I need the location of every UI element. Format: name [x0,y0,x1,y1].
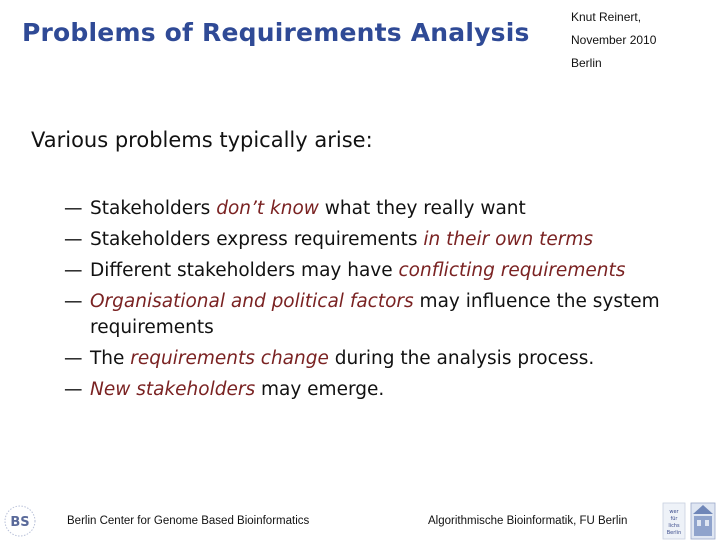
bullet-emphasis: New stakeholders [90,379,256,400]
footer-course-name: Algorithmische Bioinformatik, FU Berlin [428,515,628,527]
fu-logo-text: Berlin [666,530,682,536]
bullet-item [64,196,704,222]
bullet-text: may emerge. [255,379,385,400]
bullet-dash: — [64,198,83,219]
fu-logo-text: wer [669,509,679,515]
bullet-text: during the analysis process. [328,348,595,369]
bullet-emphasis: conflicting requirements [398,260,626,281]
bullet-dash: — [64,291,83,312]
bullet-dash: — [64,379,83,400]
presentation-place: Berlin [571,56,602,70]
bullet-item [64,227,704,253]
intro-text: Various problems typically arise: [31,128,373,152]
bullet-emphasis: requirements change [130,348,329,369]
bullet-emphasis: don’t know [216,198,319,219]
bullet-item [64,346,704,372]
bullet-text: Stakeholders [90,198,217,219]
author-name: Knut Reinert, [571,10,642,24]
bullet-text: may influence the system requirements [90,291,660,338]
bullet-text: Different stakeholders may have [90,260,399,281]
bullet-dash: — [64,260,83,281]
footer-center-name: Berlin Center for Genome Based Bioinformatics [67,515,310,527]
bullet-dash: — [64,229,83,250]
bcb-logo [0,500,40,540]
slide-meta [571,6,656,75]
bullet-text: Stakeholders express requirements [90,229,424,250]
fu-logo-text: für [670,516,678,522]
presentation-date: November 2010 [571,33,657,47]
bullet-dash: — [64,348,83,369]
bullet-text: The [90,348,131,369]
bullet-item [64,289,704,341]
bullet-item [64,258,704,284]
bcb-logo-text: BS [10,515,30,530]
page-title: Problems of Requirements Analysis [22,18,530,47]
bullet-list [64,196,704,408]
bullet-emphasis: in their own terms [423,229,594,250]
bullet-item [64,377,704,403]
bullet-text: what they really want [318,198,526,219]
bullet-emphasis: Organisational and political factors [90,291,414,312]
fu-berlin-logo [661,500,717,540]
fu-logo-text: lichs [668,523,680,529]
